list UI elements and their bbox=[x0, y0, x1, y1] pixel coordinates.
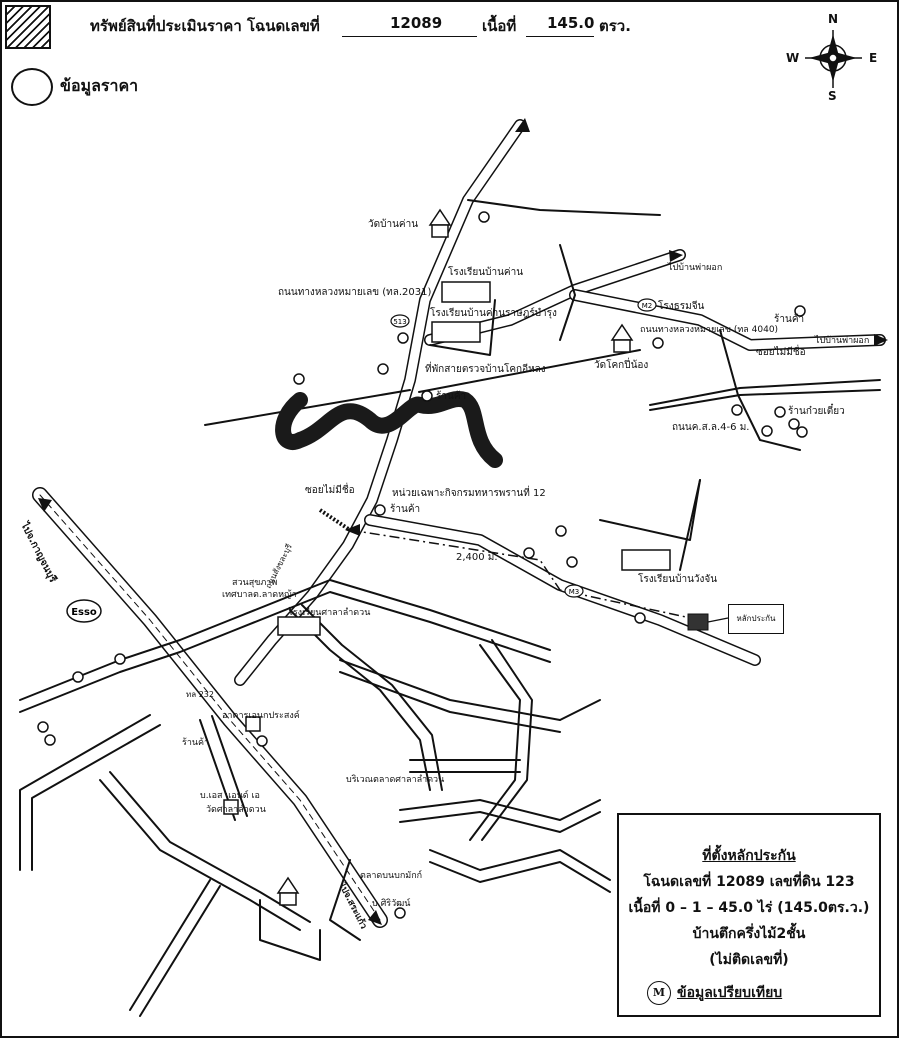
comparison-legend bbox=[647, 981, 782, 1005]
highway-main bbox=[40, 495, 380, 920]
compass-w: W bbox=[786, 51, 800, 65]
label-to-kanchanaburi: ไปจ.กาญจนบุรี bbox=[18, 520, 59, 585]
rail-marker bbox=[320, 510, 350, 530]
compass-rose bbox=[805, 30, 862, 88]
label-soi-unnamed-1: ซอยไม่มีชื่อ bbox=[756, 347, 806, 358]
collateral-line-1: โฉนดเลขที่ 12089 เลขที่ดิน 123 bbox=[643, 874, 855, 890]
compass-e: E bbox=[869, 51, 878, 65]
label-to-sakaew: ไปจ.สระแก้ว bbox=[336, 881, 369, 931]
asset-label: ทรัพย์สินที่ประเมินราคา โฉนดเลขที่ bbox=[90, 17, 320, 35]
esso-text: Esso bbox=[71, 607, 97, 618]
label-co-siri: บ.ศิริวัฒน์ bbox=[372, 899, 411, 909]
label-soi-unnamed-2: ซอยไม่มีชื่อ bbox=[305, 485, 355, 496]
label-road-4040: ถนนทางหลวงหมายเลข (ทล 4040) bbox=[640, 325, 779, 335]
label-co-sn: บ.เอส แอนด์ เอ bbox=[200, 791, 260, 801]
area-label: เนื้อที่ bbox=[482, 17, 517, 35]
label-shop-3: ร้านค้า bbox=[390, 504, 421, 515]
label-road-kor-sor-sor: ถนนค.ส.ล.4-6 ม. bbox=[672, 422, 750, 433]
collateral-line-4: (ไม่ติดเลขที่) bbox=[709, 952, 789, 968]
pledge-location-marker bbox=[688, 614, 708, 630]
comparison-m-badge: M bbox=[647, 981, 671, 1005]
label-to-ban-phao-north: ไปบ้านพ่าผอก bbox=[668, 263, 723, 273]
label-wat-ban-khan: วัดบ้านค่าน bbox=[368, 219, 419, 230]
label-municipality: เทศบาลต.ลาดหญ้า bbox=[222, 590, 297, 600]
deed-number: 12089 bbox=[390, 14, 443, 32]
label-noodle-shop: ร้านก๋วยเตี๋ยว bbox=[788, 406, 845, 417]
label-market-area: บริเวณตลาดศาลาลำดวน bbox=[346, 775, 445, 785]
label-distance: 2,400 ม. bbox=[456, 552, 498, 563]
label-shop-4: ร้านค้า bbox=[182, 738, 210, 748]
label-school-wang-chan: โรงเรียนบ้านวังจัน bbox=[638, 574, 718, 585]
pledge-location-box: หลักประกัน bbox=[728, 604, 784, 634]
route-marker-m3-text: M3 bbox=[568, 588, 580, 596]
route-marker-513-text: 513 bbox=[393, 318, 407, 326]
comparison-label: ข้อมูลเปรียบเทียบ bbox=[677, 985, 783, 1001]
collateral-line-2: เนื้อที่ 0 – 1 – 45.0 ไร่ (145.0ตร.ว.) bbox=[628, 900, 870, 916]
area-unit: ตรว. bbox=[599, 17, 631, 35]
price-info-label: ข้อมูลราคา bbox=[60, 76, 139, 95]
collateral-line-3: บ้านตึกครึ่งไม้2ชั้น bbox=[692, 926, 806, 942]
label-school-ban-khan: โรงเรียนบ้านค่าน bbox=[448, 267, 524, 278]
area-value: 145.0 bbox=[547, 14, 595, 32]
label-shop-2: ร้านค้า bbox=[436, 391, 467, 402]
route-marker-m2-text: M2 bbox=[641, 302, 653, 310]
label-school-thammachinn: โรงธรมจีน bbox=[658, 301, 705, 312]
label-police-checkpoint: ที่พักสายตรวจบ้านโคกอีหลง bbox=[425, 364, 546, 375]
road-grid-south bbox=[20, 580, 610, 1016]
label-wat-khok-pi-nong: วัดโคกปี่น้อง bbox=[594, 360, 649, 371]
compass-n: N bbox=[828, 12, 839, 26]
compass-s: S bbox=[828, 89, 837, 103]
label-to-ban-phao-east: ไปบ้านพ่าผอก bbox=[815, 336, 870, 346]
direction-arrows bbox=[38, 118, 888, 925]
label-wat-sala: วัดศาลาลำดวน bbox=[206, 805, 266, 815]
collateral-info-box bbox=[617, 813, 881, 1017]
road-to-pledge bbox=[370, 520, 755, 660]
label-multi-purpose: อาคารเอนกประสงค์ bbox=[222, 711, 300, 721]
label-park: สวนสุขภาพ bbox=[232, 578, 278, 588]
road-misc bbox=[205, 200, 880, 570]
label-school-rat-bamrung: โรงเรียนบ้านค่านราษฎร์บำรุง bbox=[430, 308, 557, 319]
collateral-title: ที่ตั้งหลักประกัน bbox=[702, 848, 796, 864]
label-military-unit: หน่วยเฉพาะกิจกรมทหารพรานที่ 12 bbox=[392, 488, 546, 499]
label-school-pra-lamduan: โรงเรียนศาลาลำดวน bbox=[288, 608, 371, 618]
label-road-sangkhla: ถนนสังขละบุรี bbox=[263, 542, 294, 590]
label-market-flag: ตลาดบนบกมักก์ bbox=[360, 871, 423, 881]
label-road-2031: ถนนทางหลวงหมายเลข (ทล.2031) bbox=[278, 287, 432, 298]
label-shop-1: ร้านค้า bbox=[774, 314, 805, 325]
label-rte-232: ทล 232 bbox=[186, 690, 214, 699]
